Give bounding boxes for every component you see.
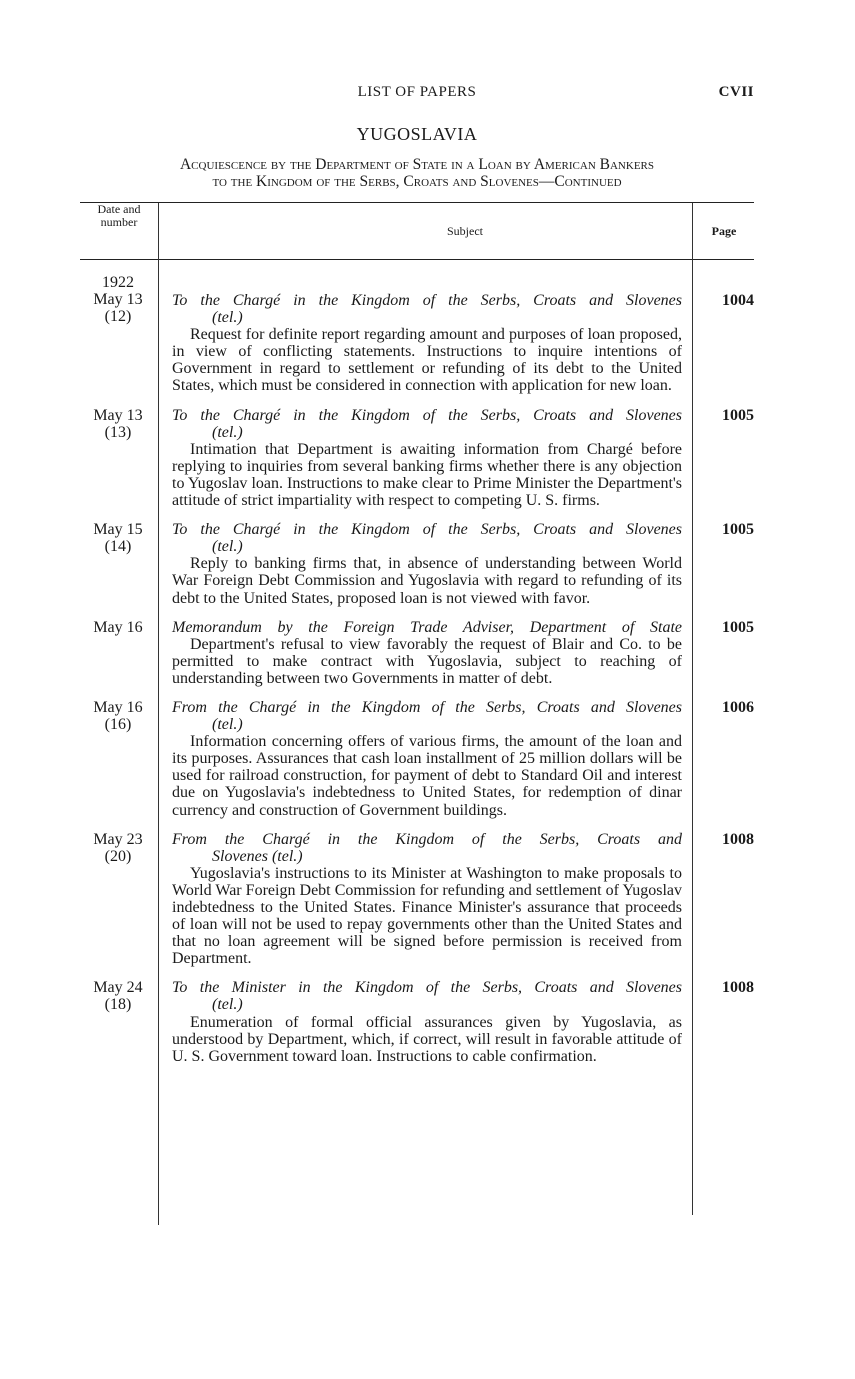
- entry-text: Yugoslavia's instructions to its Minister at Washington to make proposals to World War Foreign Debt Commission for refunding and settlement of Yugoslav indebtedness to the United States. Finance Minister's assurance that proceeds of loan will not be used to repay governments other than the United States and that no loan agreement will be signed before permission is received from Department.: [172, 864, 682, 968]
- entry-page: 1005: [722, 618, 754, 636]
- entry-date: May 16: [93, 698, 143, 716]
- date-cell: [80, 407, 156, 441]
- entry-number: (13): [104, 423, 132, 441]
- entry-page: 1006: [722, 698, 754, 716]
- entry-date: May 13: [93, 291, 143, 308]
- list-item: [80, 619, 754, 687]
- entry-addressee-continued: (tel.): [212, 309, 243, 327]
- list-item: [80, 521, 754, 606]
- entry-page: 1008: [722, 979, 754, 997]
- date-cell: [80, 979, 156, 1013]
- entry-number: (20): [104, 847, 132, 865]
- entry-date: May 23: [93, 830, 143, 848]
- entry-addressee: To the Chargé in the Kingdom of the Serbs, Croats and Slovenes: [172, 406, 682, 424]
- subject-cell: [172, 407, 682, 510]
- column-header-subject: Subject: [447, 223, 483, 238]
- entry-addressee-continued: (tel.): [212, 423, 243, 441]
- subject-cell: [172, 979, 682, 1064]
- country-heading: YUGOSLAVIA: [356, 124, 478, 144]
- subtitle-line-2: to the Kingdom of the Serbs, Croats and Slovenes—Continued: [212, 173, 622, 190]
- list-item: [80, 270, 754, 395]
- date-cell: [80, 619, 156, 636]
- entry-text: Information concerning offers of various firms, the amount of the loan and its purposes. Assurances that cash loan installment of 25 million dollars will be used for railroad construction, for payment of debt to Standard Oil and interest due on Yugoslavia's indebtedness to United States, for redemption of dinar currency and construction of Government buildings.: [172, 733, 682, 819]
- subject-cell: [172, 521, 682, 606]
- entries-list: [80, 270, 754, 1077]
- page-folio: CVII: [718, 84, 754, 100]
- column-header-page: Page: [711, 223, 737, 238]
- entry-text: Reply to banking firms that, in absence of understanding between World War Foreign Debt Commission and Yugoslavia with regard to refunding of its debt to the United States, proposed loan is not viewed with favor.: [172, 555, 682, 607]
- entry-addressee: Memorandum by the Foreign Trade Adviser, Department of State: [172, 618, 682, 636]
- entry-addressee: To the Minister in the Kingdom of the Serbs, Croats and Slovenes: [172, 979, 682, 997]
- list-item: [80, 831, 754, 968]
- entry-text: Intimation that Department is awaiting information from Chargé before replying to inquiries from several banking firms whether there is any objection to Yugoslav loan. Instructions to make clear to Prime Minister the Department's attitude of strict impartiality with respect to competing U. S. firms.: [172, 440, 682, 510]
- subtitle-line-1: Acquiescence by the Department of State in a Loan by American Bankers: [179, 156, 654, 173]
- entry-text: Enumeration of formal official assurances given by Yugoslavia, as understood by Department, which, if correct, will result in favorable attitude of U. S. Government toward loan. Instructions to cable confirmation.: [172, 1013, 682, 1065]
- entry-page: 1008: [722, 830, 754, 848]
- entry-page: 1005: [722, 521, 754, 539]
- entry-page: 1004: [722, 292, 754, 309]
- running-head-title: LIST OF PAPERS: [357, 84, 477, 100]
- date-cell: [80, 831, 156, 865]
- entry-addressee: To the Chargé in the Kingdom of the Serbs, Croats and Slovenes: [172, 521, 682, 539]
- column-header-date: Date and number: [97, 202, 141, 229]
- table-header: [80, 202, 754, 260]
- entry-page: 1005: [722, 406, 754, 424]
- entry-number: (12): [104, 308, 132, 325]
- entry-number: (18): [104, 996, 132, 1014]
- running-head: [80, 84, 754, 104]
- list-item: [80, 979, 754, 1064]
- date-cell: [80, 274, 156, 325]
- entry-date: May 24: [93, 979, 143, 997]
- list-item: [80, 407, 754, 510]
- entry-addressee-continued: (tel.): [212, 996, 243, 1014]
- entry-year: 1922: [102, 274, 134, 291]
- entry-number: (16): [104, 715, 132, 733]
- subject-cell: [172, 699, 682, 819]
- entry-addressee-continued: (tel.): [212, 538, 243, 556]
- entry-addressee: To the Chargé in the Kingdom of the Serbs, Croats and Slovenes: [172, 292, 682, 309]
- section-subtitle: [80, 156, 754, 190]
- date-cell: [80, 521, 156, 555]
- subject-cell: [172, 831, 682, 968]
- entry-number: (14): [104, 538, 132, 556]
- entry-date: May 15: [93, 521, 143, 539]
- entry-text: Request for definite report regarding amount and purposes of loan proposed, in view of conflicting statements. Instructions to inquire intentions of Government in regard to settlement or refunding of its debt to the United States, which must be considered in connection with application for new loan.: [172, 326, 682, 395]
- subject-cell: [172, 270, 682, 395]
- entry-addressee: From the Chargé in the Kingdom of the Serbs, Croats and: [172, 830, 682, 848]
- entry-date: May 16: [93, 618, 143, 636]
- entry-addressee-continued: (tel.): [212, 716, 243, 734]
- entry-date: May 13: [93, 406, 143, 424]
- subject-cell: [172, 619, 682, 687]
- entry-addressee-continued: Slovenes (tel.): [212, 847, 303, 865]
- entry-text: Department's refusal to view favorably the request of Blair and Co. to be permitted to make contract with Yugoslavia, subject to reaching of understanding between two Governments in matter of debt.: [172, 635, 682, 687]
- list-item: [80, 699, 754, 819]
- date-cell: [80, 699, 156, 733]
- entry-addressee: From the Chargé in the Kingdom of the Serbs, Croats and Slovenes: [172, 698, 682, 716]
